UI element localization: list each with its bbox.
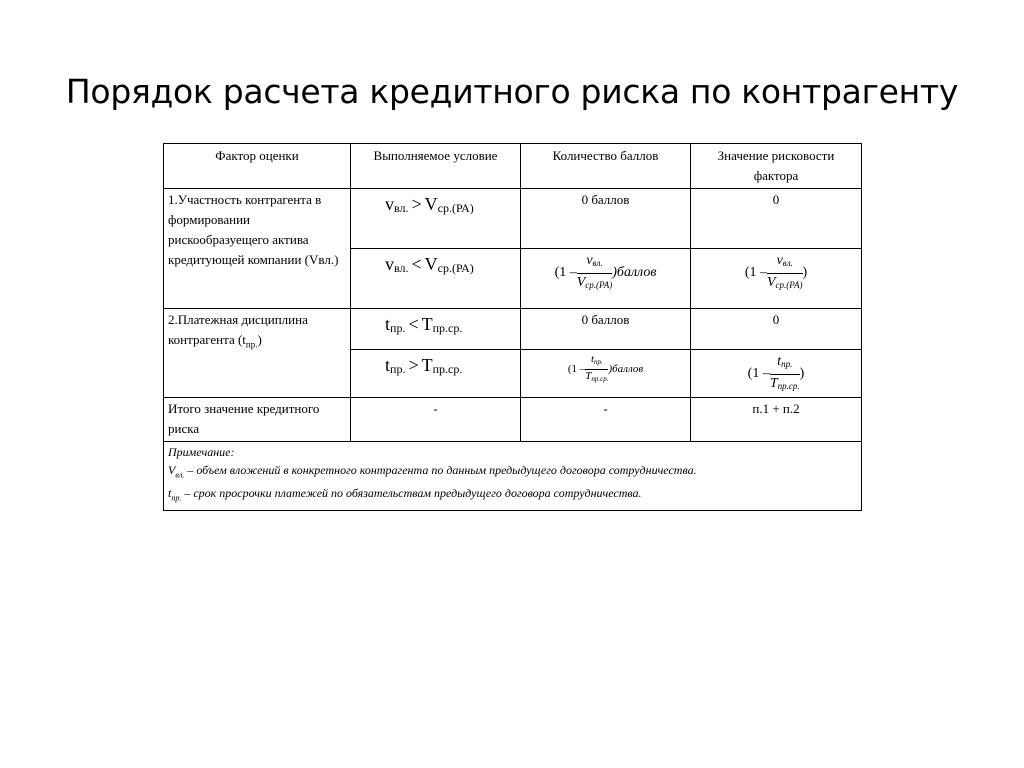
total-condition: - [351,398,521,442]
table-row [164,189,862,249]
header-risk-value: Значение рисковости фактора [691,144,862,189]
factor-2-risk-formula: (1 – $\frac{t_{пр.}}{T_{пр.ср.}}$ ) [691,350,862,398]
table-header-row [164,144,862,189]
factor-1-condition-2: $v_{вл.} < V_{ср.(РА)}$ [351,249,521,309]
note-line-2: $t_{пр.}$ – срок просрочки платежей по обязательствам предыдущего договора сотрудничества. [168,486,642,503]
credit-risk-table [163,143,862,511]
note-row [164,442,862,511]
factor-2-condition-2: $t_{пр.} > T_{пр.ср.}$ [351,350,521,398]
header-condition: Выполняемое условие [351,144,521,189]
slide-title: Порядок расчета кредитного риска по контрагенту [65,72,959,111]
factor-2-points-formula: (1 – $\frac{t_{пр.}}{T_{пр.ср.}}$ )баллов [521,350,691,398]
factor-2-risk-1: 0 [691,309,862,350]
note-line-1: $V_{вл.}$ – объем вложений в конкретного контрагента по данным предыдущего договора сотрудничества. [168,463,697,480]
factor-1-risk-formula: (1 – $\frac{v_{вл.}}{V_{ср.(РА)}}$ ) [691,249,862,309]
factor-1-risk-1: 0 [691,189,862,249]
factor-2-label: 2.Платежная дисциплина контрагента $(t_{пр.})$ [164,309,351,398]
factor-1-points-formula: (1 – $\frac{v_{вл.}}{V_{ср.(РА)}}$ )баллов [521,249,691,309]
note-heading: Примечание: [168,445,235,459]
factor-2-points-1: 0 баллов [521,309,691,350]
total-label: Итого значение кредитного риска [164,398,351,442]
total-points: - [521,398,691,442]
factor-1-points-1: 0 баллов [521,189,691,249]
header-factor: Фактор оценки [164,144,351,189]
total-risk: п.1 + п.2 [691,398,862,442]
table-row [164,398,862,442]
factor-2-condition-1: $t_{пр.} < T_{пр.ср.}$ [351,309,521,350]
header-points: Количество баллов [521,144,691,189]
factor-1-label: 1.Участность контрагента в формировании рискообразуещего актива кредитующей компании (Vвл.) [164,189,351,309]
factor-1-condition-1: $v_{вл.} > V_{ср.(РА)}$ [351,189,521,249]
table-row [164,309,862,350]
table-note [164,442,862,511]
